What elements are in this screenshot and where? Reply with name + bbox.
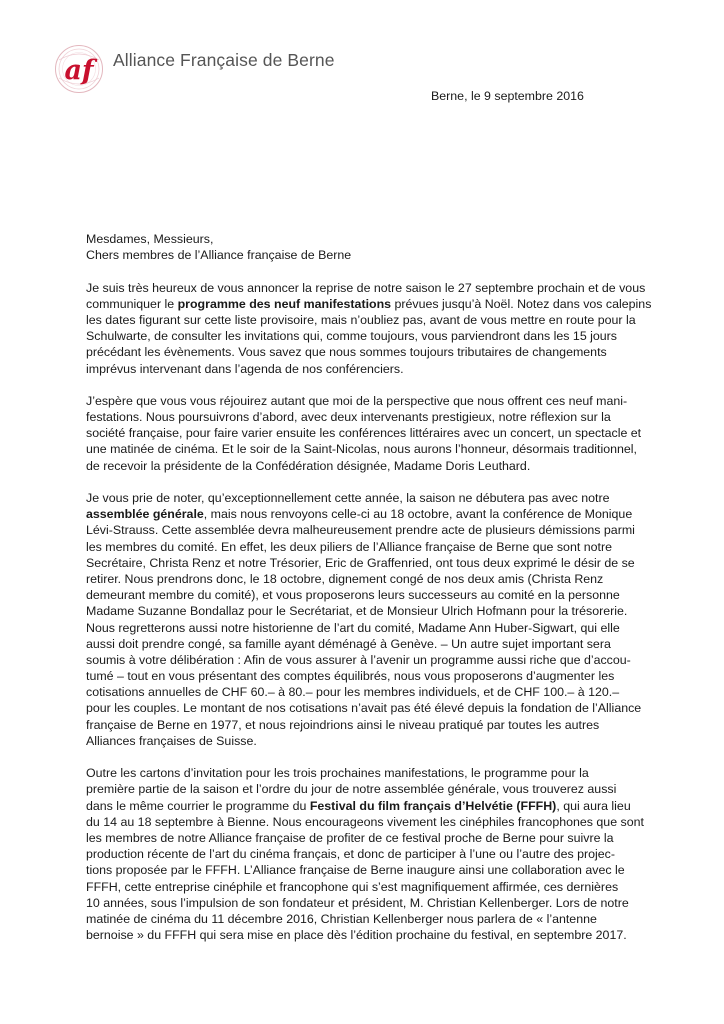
text-line: première partie de la saison et l’ordre du jour de notre assemblée générale, vous trouverez aussi	[86, 782, 617, 797]
bold-text: programme des neuf manifestations	[177, 296, 392, 311]
salutation-line: Mesdames, Messieurs,	[86, 232, 214, 246]
text-line: société française, pour faire varier ensuite les conférences littéraires avec un concert, un spectacle et	[86, 426, 642, 441]
text-line: précédant les évènements. Vous savez que nous sommes toujours tributaires de changements	[86, 345, 607, 360]
text-line: imprévus intervenant dans l’agenda de nos conférenciers.	[86, 361, 404, 376]
text-line: Alliances françaises de Suisse.	[86, 733, 257, 748]
text-line: Schulwarte, de consulter les invitations qui, comme toujours, vous parviendront dans les 15 jours	[86, 329, 618, 344]
paragraph	[86, 490, 646, 749]
svg-text:af: af	[64, 55, 94, 86]
text-line: tumé – tout en vous présentant des comptes équilibrés, nous vous proposerons d’augmenter les	[86, 669, 615, 684]
letter-body	[86, 231, 652, 943]
text-line: Je suis très heureux de vous annoncer la reprise de notre saison le 27 septembre prochain et de vous	[86, 280, 646, 295]
salutation	[86, 231, 646, 263]
text-line: de recevoir la présidente de la Confédération désignée, Madame Doris Leuthard.	[86, 458, 531, 473]
text-line: Outre les cartons d’invitation pour les trois prochaines manifestations, le programme pour la	[86, 766, 589, 781]
text-line: retirer. Nous prendrons donc, le 18 octobre, dignement congé de nos deux amis (Christa Renz	[86, 571, 604, 586]
text-line: cotisations annuelles de CHF 60.– à 80.– pour les membres individuels, et de CHF 100.– à 120.–	[86, 685, 620, 700]
text-line: les membres du comité. En effet, les deux piliers de l’Alliance française de Berne que sont notre	[86, 539, 612, 554]
text-line: matinée de cinéma du 11 décembre 2016, Christian Kellenberger nous parlera de « l’antenne	[86, 911, 597, 926]
text-line: française de Berne en 1977, et nous rejoindrions ainsi le niveau pratiqué par toutes les autres	[86, 717, 600, 732]
text-line: les membres de notre Alliance française de profiter de ce festival proche de Berne pour suivre la	[86, 830, 614, 845]
text-line: festations. Nous poursuivrons d’abord, avec deux intervenants prestigieux, notre réflexion sur la	[86, 410, 611, 425]
paragraph	[86, 280, 652, 377]
alliance-francaise-logo	[54, 42, 104, 96]
text-line: du 14 au 18 septembre à Bienne. Nous encourageons vivement les cinéphiles francophones que sont	[86, 814, 644, 829]
text-line: Nous regretterons aussi notre historienne de l’art du comité, Madame Ann Huber-Sigwart, qui elle	[86, 620, 620, 635]
text-line: dans le même courrier le programme du Festival du film français d’Helvétie (FFFH), qui aura lieu	[86, 798, 631, 813]
paragraph	[86, 765, 646, 943]
text-line: communiquer le programme des neuf manifestations prévues jusqu’à Noël. Notez dans vos calepins	[86, 296, 652, 311]
text-line: Lévi-Strauss. Cette assemblée devra malheureusement prendre acte de plusieurs démissions parmi	[86, 523, 635, 538]
text-line: pour les couples. Le montant de nos cotisations n’avait pas été élevé depuis la fondation de l’Alliance	[86, 701, 642, 716]
text-line: FFFH, cette entreprise cinéphile et francophone qui s’est magnifiquement affirmée, ces dernières	[86, 879, 619, 894]
text-line: production récente de l’art du cinéma français, et donc de participer à l’une ou l’autre des projec-	[86, 847, 615, 862]
text-line: tions proposée par le FFFH. L’Alliance française de Berne inaugure ainsi une collaboration avec le	[86, 863, 625, 878]
text-line: aussi doit prendre congé, sa famille ayant déménagé à Genève. – Un autre sujet important sera	[86, 636, 611, 651]
text-line: les dates figurant sur cette liste provisoire, mais n’oubliez pas, avant de vous mettre en route pour la	[86, 312, 636, 327]
paragraph	[86, 393, 646, 474]
text-line: soumis à votre délibération : Afin de vous assurer à l’avenir un programme aussi riche que d’accou-	[86, 652, 631, 667]
text-line: Madame Suzanne Bondallaz pour le Secrétariat, et de Monsieur Ulrich Hofmann pour la trésorerie.	[86, 604, 628, 619]
organization-name: Alliance Française de Berne	[113, 50, 335, 70]
paragraphs	[86, 280, 652, 944]
text-line: Je vous prie de noter, qu’exceptionnellement cette année, la saison ne débutera pas avec notre	[86, 491, 610, 505]
text-line: J’espère que vous vous réjouirez autant que moi de la perspective que nous offrent ces neuf mani-	[86, 393, 628, 408]
text-line: demeurant membre du comité), et vous proposerons leurs successeurs au comité en la personne	[86, 588, 620, 603]
text-line: assemblée générale, mais nous renvoyons celle-ci au 18 octobre, avant la conférence de Monique	[86, 507, 633, 522]
text-line: bernoise » du FFFH qui sera mise en place dès l’édition prochaine du festival, en septembre 2017.	[86, 928, 627, 943]
letter-date: Berne, le 9 septembre 2016	[431, 89, 584, 103]
text-line: Secrétaire, Christa Renz et notre Trésorier, Eric de Graffenried, ont tous deux exprimé le désir de se	[86, 555, 635, 570]
text-line: une matinée de cinéma. Et le soir de la Saint-Nicolas, nous aurons l’honneur, désormais traditionnel,	[86, 442, 638, 457]
salutation-line: Chers membres de l’Alliance française de Berne	[86, 248, 352, 263]
text-line: 10 années, sous l’impulsion de son fondateur et président, M. Christian Kellenberger. Lors de notre	[86, 895, 629, 910]
bold-text: Festival du film français d’Helvétie (FFFH)	[309, 798, 557, 813]
bold-text: assemblée générale	[86, 507, 204, 522]
